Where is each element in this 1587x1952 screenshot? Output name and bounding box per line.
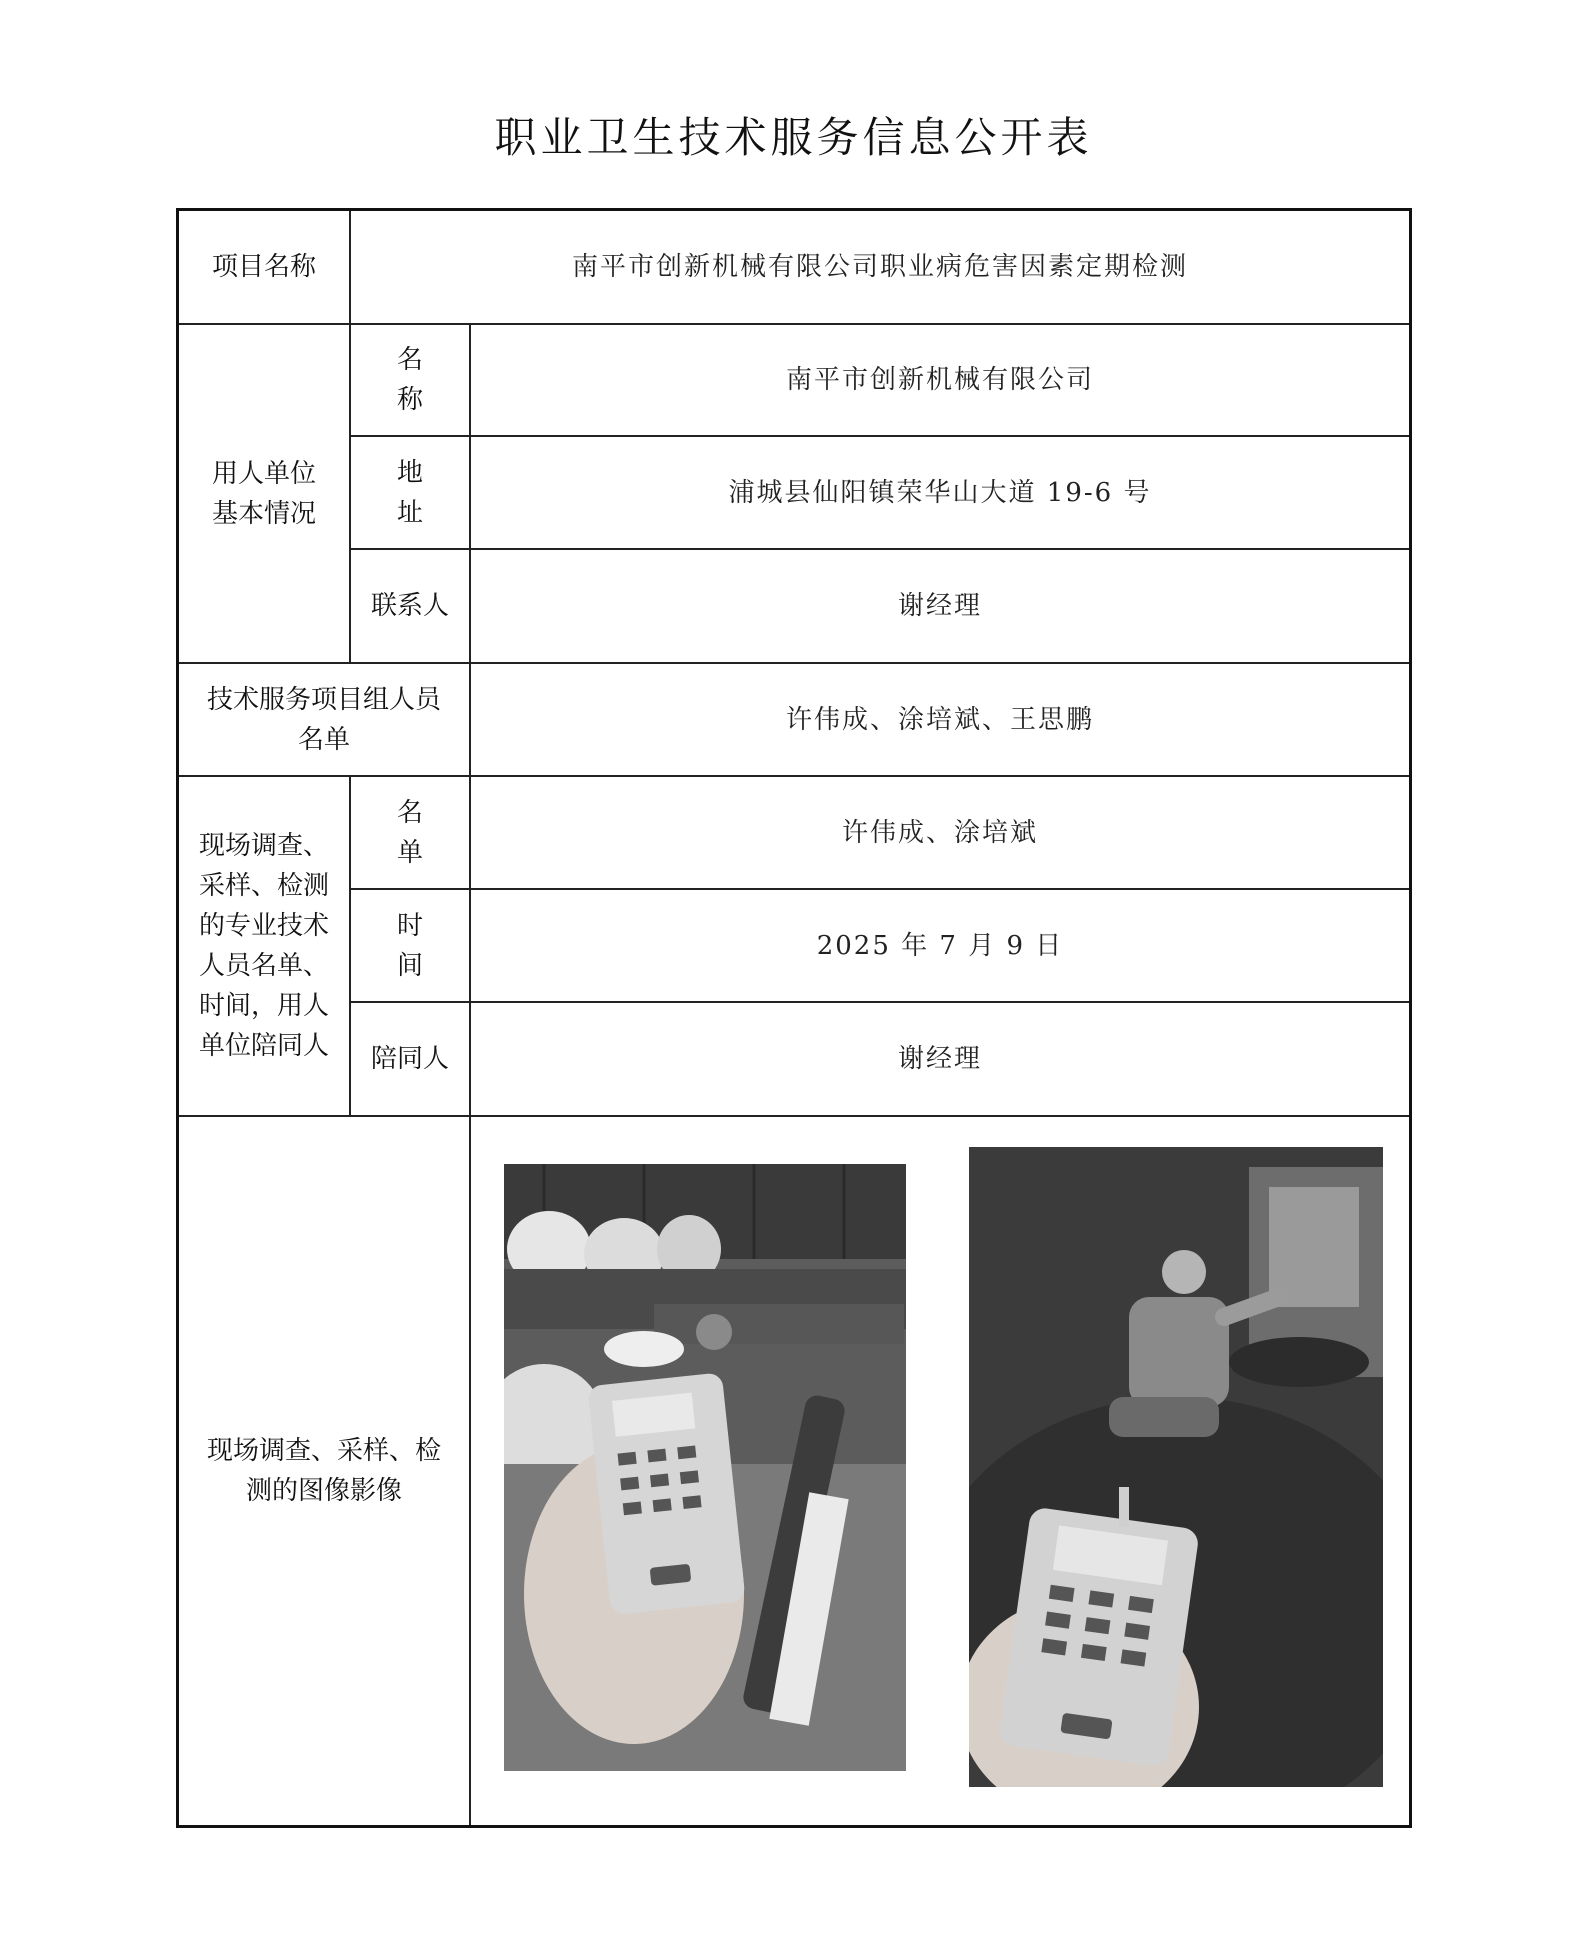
onsite-group-label-line: 人员名单、 (198, 951, 329, 981)
onsite-companion-label: 陪同人 (370, 1044, 449, 1074)
employer-name-label: 名 称 (396, 345, 455, 415)
team-label-line1: 技术服务项目组人员 (206, 684, 441, 715)
images-label (179, 1117, 469, 1825)
onsite-group-label-line: 现场调查、 (198, 831, 329, 861)
site-photo-2 (969, 1147, 1383, 1787)
onsite-group-label-line: 单位陪同人 (198, 1031, 329, 1061)
info-table (176, 208, 1412, 1828)
employer-group-label (179, 325, 349, 662)
onsite-group-label-line: 时间，用人 (198, 991, 329, 1021)
onsite-names-label: 名 单 (396, 797, 455, 868)
team-value: 许伟成、涂培斌、王思鹏 (785, 704, 1094, 735)
onsite-time-label: 时 间 (396, 910, 455, 981)
photo-image-icon (504, 1164, 906, 1771)
project-name-label: 项目名称 (211, 252, 316, 282)
employer-name-value: 南平市创新机械有限公司 (785, 365, 1094, 395)
employer-contact-value: 谢经理 (897, 591, 982, 621)
onsite-names-value: 许伟成、涂培斌 (841, 817, 1038, 848)
images-label-line1: 现场调查、采样、检 (206, 1436, 441, 1466)
onsite-group-label-line: 的专业技术 (198, 911, 329, 941)
team-label (179, 664, 469, 775)
team-label-line2: 名单 (297, 724, 350, 755)
employer-address-value: 浦城县仙阳镇荣华山大道 19-6 号 (728, 477, 1152, 508)
photo-image-icon (969, 1147, 1383, 1787)
site-photo-1 (504, 1164, 906, 1771)
employer-group-label-line2: 基本情况 (211, 498, 316, 529)
onsite-time-value: 2025 年 7 月 9 日 (816, 930, 1064, 961)
onsite-companion-value: 谢经理 (897, 1044, 982, 1074)
employer-contact-label: 联系人 (370, 591, 449, 621)
project-name-value: 南平市创新机械有限公司职业病危害因素定期检测 (571, 252, 1188, 282)
onsite-group-label (179, 777, 349, 1115)
employer-group-label-line1: 用人单位 (211, 458, 316, 489)
page-title: 职业卫生技术服务信息公开表 (494, 113, 1093, 162)
onsite-group-label-line: 采样、检测 (198, 871, 329, 901)
employer-address-label: 地 址 (396, 457, 455, 528)
column-divider (469, 1115, 471, 1825)
images-label-line2: 测的图像影像 (245, 1476, 402, 1506)
